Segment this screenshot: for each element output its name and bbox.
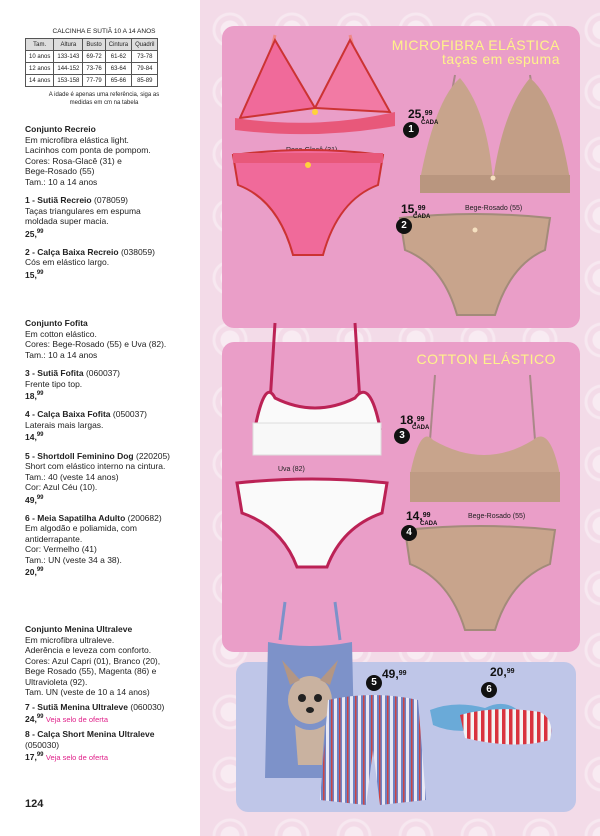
- item-5-desc: Short com elástico interno na cintura.: [25, 461, 166, 472]
- item-badge-6: 6: [481, 682, 497, 698]
- item-8-price: 17,99 Veja selo de oferta: [25, 752, 109, 763]
- table-row: [26, 75, 158, 87]
- table-cell: 61-62: [105, 51, 131, 63]
- item-2-price: 15,99: [25, 269, 44, 280]
- item-3-price: 18,99: [25, 390, 44, 401]
- header-cell: Altura: [54, 39, 83, 51]
- item-4-title: 4 - Calça Baixa Fofita (050037): [25, 409, 147, 420]
- item-6-desc: Em algodão e poliamida, com: [25, 523, 137, 534]
- fofita-line: Cores: Bege-Rosado (55) e Uva (82).: [25, 339, 167, 349]
- header-cell: Quadril: [132, 39, 158, 51]
- ultraleve-line: Cores: Azul Capri (01), Branco (20),: [25, 655, 161, 666]
- item-3-title: 3 - Sutiã Fofita (060037): [25, 368, 120, 378]
- microfibra-panel-title: MICROFIBRA ELÁSTICA taças em espuma: [391, 37, 560, 67]
- table-cell: 73-78: [132, 51, 158, 63]
- cada-label-3: CADA: [412, 425, 430, 431]
- item-1-desc: moldada super macia.: [25, 216, 109, 226]
- item-5-price: 49,99: [25, 494, 44, 505]
- item-badge-4: 4: [401, 525, 417, 541]
- table-cell: 65-66: [105, 75, 131, 87]
- price-tag-1: 25,99: [408, 107, 433, 121]
- page-number: 124: [25, 798, 44, 810]
- fofita-beige-panty-image: [400, 522, 560, 637]
- table-cell: 77-79: [83, 75, 105, 87]
- table-cell: 63-64: [105, 63, 131, 75]
- fofita-heading: Conjunto Fofita: [25, 318, 88, 328]
- cada-label-1: CADA: [421, 120, 439, 126]
- item-6-title: 6 - Meia Sapatilha Adulto (200682): [25, 512, 162, 523]
- offer-link[interactable]: Veja selo de oferta: [45, 753, 109, 763]
- cada-label-2: CADA: [413, 214, 431, 220]
- table-row: [26, 63, 158, 75]
- table-cell: 133-143: [54, 51, 83, 63]
- table-cell: 85-89: [132, 75, 158, 87]
- recreio-block: [25, 124, 210, 280]
- ultraleve-line: Aderência e leveza com conforto.: [25, 645, 152, 655]
- size-table-title: CALCINHA E SUTIÃ 10 A 14 ANOS: [52, 28, 156, 35]
- item-4-price: 14,99: [25, 432, 44, 443]
- fofita-white-panty-image: [232, 475, 392, 575]
- table-cell: 144-152: [54, 63, 83, 75]
- item-6-desc: Tam.: UN (veste 34 a 38).: [25, 554, 122, 565]
- recreio-beige-panty-image: [395, 210, 555, 322]
- item-badge-5: 5: [366, 675, 382, 691]
- fofita-line: Em cotton elástico.: [25, 328, 97, 339]
- table-cell: 79-84: [132, 63, 158, 75]
- ultraleve-line: Ultravioleta (92).: [25, 676, 88, 687]
- size-table-header-row: [26, 39, 158, 51]
- item-5-desc: Tam.: 40 (veste 14 anos): [25, 471, 119, 482]
- item-badge-3: 3: [394, 428, 410, 444]
- price-tag-4: 14,99: [406, 509, 431, 523]
- item-7-title: 7 - Sutiã Menina Ultraleve (060030): [25, 701, 165, 712]
- fofita-white-bra-image: [245, 318, 395, 463]
- recreio-beige-bra-image: [415, 70, 575, 200]
- ultraleve-heading: Conjunto Menina Ultraleve: [25, 624, 133, 634]
- item-2-title: 2 - Calça Baixa Recreio (038059): [25, 246, 155, 257]
- table-cell: 153-158: [54, 75, 83, 87]
- recreio-bra-image: [230, 30, 400, 135]
- size-table: [25, 38, 158, 87]
- table-cell: 73-76: [83, 63, 105, 75]
- recreio-line: Lacinhos com ponta de pompom.: [25, 145, 151, 155]
- price-tag-2: 15,99: [401, 202, 426, 216]
- fofita-beige-bra-image: [405, 370, 565, 510]
- item-6-desc: antiderrapante.: [25, 533, 83, 544]
- ultraleve-line: Tam. UN (veste de 10 a 14 anos): [25, 687, 150, 697]
- item-6-desc: Cor: Vermelho (41): [25, 544, 97, 555]
- recreio-panty-image: [228, 145, 388, 265]
- cada-label-4: CADA: [420, 521, 438, 527]
- ultraleve-line: Bege Rosado (55), Magenta (86) e: [25, 666, 157, 676]
- item-8-code: (050030): [25, 739, 60, 750]
- header-cell: Cintura: [105, 39, 131, 51]
- recreio-heading: Conjunto Recreio: [25, 124, 96, 134]
- item-badge-1: 1: [403, 122, 419, 138]
- fofita-line: Tam.: 10 a 14 anos: [25, 349, 98, 360]
- price-tag-6: 20,99: [490, 665, 515, 679]
- color-label-bege: Bege-Rosado (55): [465, 205, 523, 212]
- item-8-title: 8 - Calça Short Menina Ultraleve: [25, 729, 155, 740]
- offer-link[interactable]: Veja selo de oferta: [45, 714, 109, 724]
- item-1-title: 1 - Sutiã Recreio (078059): [25, 195, 129, 205]
- item-6-price: 20,99: [25, 567, 44, 578]
- item-2-desc: Cós em elástico largo.: [25, 257, 110, 268]
- cotton-panel-title: COTTON ELÁSTICO: [416, 351, 556, 367]
- table-row: [26, 51, 158, 63]
- header-cell: Tam.: [26, 39, 54, 51]
- color-label-bege-2: Bege-Rosado (55): [468, 513, 526, 520]
- item-5-title: 5 - Shortdoll Feminino Dog (220205): [25, 450, 171, 461]
- item-badge-2: 2: [396, 218, 412, 234]
- shortdoll-shorts-image: [318, 690, 428, 810]
- table-cell: 69-72: [83, 51, 105, 63]
- color-label-uva: Uva (82): [278, 466, 305, 473]
- recreio-line: Em microfibra elástica light.: [25, 134, 129, 145]
- recreio-line: Bege-Rosado (55): [25, 166, 95, 176]
- ultraleve-block: [25, 624, 210, 764]
- table-cell: 14 anos: [26, 75, 54, 87]
- fofita-block: [25, 318, 210, 578]
- socks-image: [425, 690, 560, 755]
- recreio-line: Tam.: 10 a 14 anos: [25, 176, 98, 187]
- table-cell: 10 anos: [26, 51, 54, 63]
- item-3-desc: Frente tipo top.: [25, 378, 83, 389]
- price-tag-5: 49,99: [382, 667, 407, 681]
- item-1-price: 25,99: [25, 228, 44, 239]
- size-table-note: A idade é apenas uma referência, siga as medidas em cm na tabela: [48, 92, 160, 106]
- header-cell: Busto: [83, 39, 105, 51]
- item-5-desc: Cor: Azul Céu (10).: [25, 482, 98, 493]
- item-1-desc: Taças triangulares em espuma: [25, 205, 141, 216]
- ultraleve-line: Em microfibra ultraleve.: [25, 634, 115, 645]
- recreio-line: Cores: Rosa-Glacê (31) e: [25, 155, 122, 166]
- item-4-desc: Laterais mais largas.: [25, 419, 104, 430]
- price-tag-3: 18,99: [400, 413, 425, 427]
- item-7-price: 24,99 Veja selo de oferta: [25, 713, 109, 724]
- table-cell: 12 anos: [26, 63, 54, 75]
